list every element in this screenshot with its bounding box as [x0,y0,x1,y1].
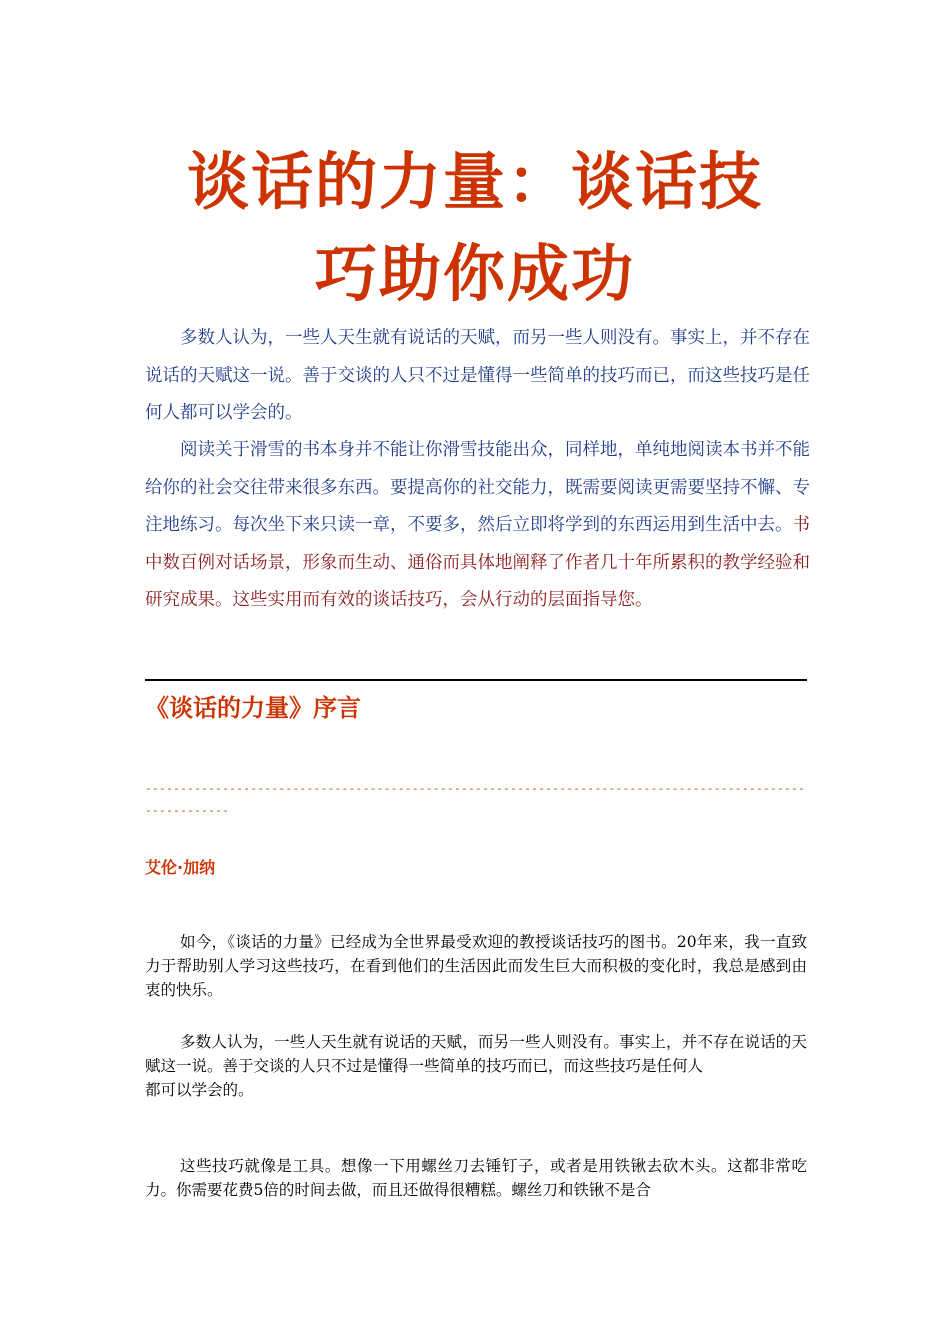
horizontal-rule [145,679,807,681]
body-paragraph-3: 这些技巧就像是工具。想像一下用螺丝刀去锤钉子，或者是用铁锹去砍木头。这都非常吃力。你需要花费5倍的时间去做，而且还做得很糟糕。螺丝刀和铁锹不是合 [145,1157,807,1199]
intro-paragraph-2-blue-text: 阅读关于滑雪的书本身并不能让你滑雪技能出众，同样地，单纯地阅读本书并不能给你的社会交往带来很多东西。要提高你的社交能力，既需要阅读更需要坚持不懈、专注地练习。每次坐下来只读一章，不要多，然后立即将学到的东西运用到生活中去。 [145,440,810,535]
author-name: 艾伦·加纳 [145,858,216,877]
intro-paragraph-1: 多数人认为，一些人天生就有说话的天赋，而另一些人则没有。事实上，并不存在说话的天赋这一说。善于交谈的人只不过是懂得一些简单的技巧而已，而这些技巧是任何人都可以学会的。 [145,328,810,423]
document-title-line-1: 谈话的力量：谈话技 [186,145,763,218]
body-paragraph-2 [145,1030,807,1102]
intro-paragraph-2-red-text: 书中数百例对话场景，形象而生动、通俗而具体地阐释了作者几十年所累积的教学经验和研究成果。这些实用而有效的谈话技巧，会从行动的层面指导您。 [145,515,810,610]
preface-heading: 《谈话的力量》序言 [145,694,361,722]
document-title-line-2: 巧助你成功 [314,237,635,310]
dashed-separator: ---------------------------------------------------------------------------------------------------------- [145,782,806,817]
body-paragraph-2-text: 多数人认为，一些人天生就有说话的天赋，而另一些人则没有。事实上，并不存在说话的天赋这一说。善于交谈的人只不过是懂得一些简单的技巧而已，而这些技巧是任何人 [145,1033,807,1075]
body-paragraph-1: 如今，《谈话的力量》已经成为全世界最受欢迎的教授谈话技巧的图书。20年来，我一直致力于帮助别人学习这些技巧，在看到他们的生活因此而发生巨大而积极的变化时，我总是感到由衷的快乐。 [145,933,807,999]
intro-paragraph-2 [145,432,810,620]
body-paragraph-2-tail: 都可以学会的。 [145,1081,254,1099]
